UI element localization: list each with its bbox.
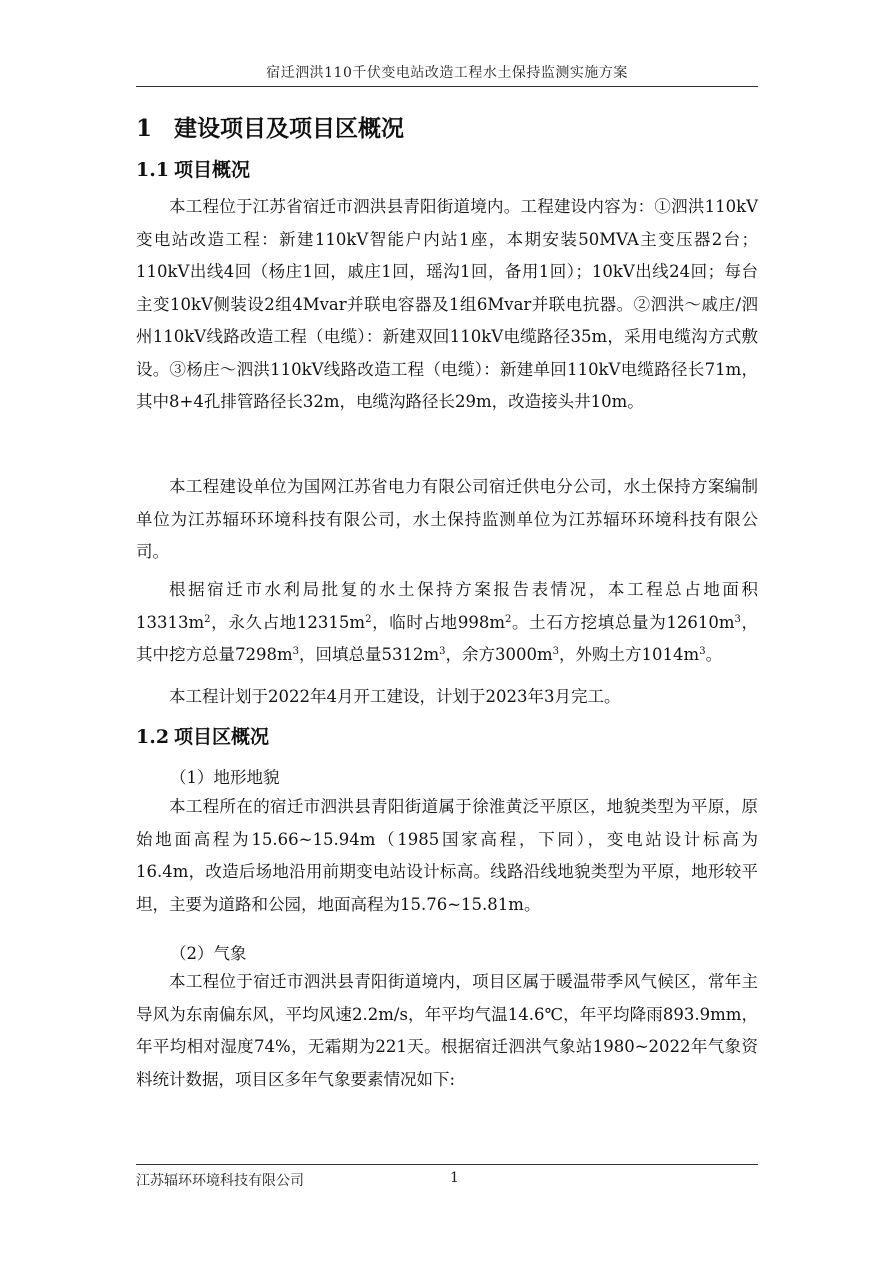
section-1-title: 建设项目及项目区概况 [174,115,404,142]
footer-company: 江苏辐环环境科技有限公司 [136,1173,304,1189]
section-1-1-title: 项目概况 [174,159,251,181]
page-number: 1 [450,1170,459,1186]
section-1-2-title: 项目区概况 [174,726,270,748]
section-1-1-heading [136,155,250,182]
page-header-title: 宿迁泗洪110千伏变电站改造工程水土保持监测实施方案 [266,65,628,81]
climate-subheading: （2）气象 [170,944,247,963]
project-overview-paragraph: 本工程位于江苏省宿迁市泗洪县青阳街道境内。工程建设内容为：①泗洪110kV变电站改造工程：新建110kV智能户内站1座，本期安装50MVA主变压器2台；110kV出线4回（杨庄1回，戚庄1回，瑶沟1回，备用1回）；10kV出线24回；每台主变10kV侧装设2组4Mvar并联电容器及1组6Mvar并联电抗器。②泗洪～戚庄/泗州110kV线路改造工程（电缆）：新建双回110kV电缆路径35m，采用电缆沟方式敷设。③杨庄～泗洪110kV线路改造工程（电缆）：新建单回110kV电缆路径长71m，其中8+4孔排管路径长32m，电缆沟路径长29m，改造接头井10m。 [136,197,758,411]
section-1-number: 1 [136,115,153,142]
section-1-2-number: 1.2 [136,726,170,748]
terrain-paragraph: 本工程所在的宿迁市泗洪县青阳街道属于徐淮黄泛平原区，地貌类型为平原，原始地面高程为15.66~15.94m（1985国家高程，下同），变电站设计标高为16.4m，改造后场地沿用前期变电站设计标高。线路沿线地貌类型为平原，地形较平坦，主要为道路和公园，地面高程为15.76~15.81m。 [136,797,758,914]
land-earthwork-paragraph: 根据宿迁市水利局批复的水土保持方案报告表情况，本工程总占地面积$13313m^2$，永久占地$12315m^2$，临时占地$998m^2$。土石方挖填总量为$12610m^3$，其中挖方总量$7298m^3$，回填总量$5312m^3$，余方$3000m^3$，外购土方$1014m^3$。 [136,580,759,664]
section-1-heading [136,110,404,143]
schedule-paragraph: 本工程计划于2022年4月开工建设，计划于2023年3月完工。 [169,687,621,706]
project-units-paragraph: 本工程建设单位为国网江苏省电力有限公司宿迁供电分公司，水土保持方案编制单位为江苏辐环环境科技有限公司，水土保持监测单位为江苏辐环环境科技有限公司。 [136,477,758,561]
section-1-2-heading [136,722,269,749]
terrain-subheading: （1）地形地貌 [170,768,280,787]
section-1-1-number: 1.1 [136,159,170,181]
footer-divider [136,1164,758,1165]
climate-paragraph: 本工程位于宿迁市泗洪县青阳街道境内，项目区属于暖温带季风气候区，常年主导风为东南偏东风，平均风速2.2m/s，年平均气温14.6℃，年平均降雨893.9mm，年平均相对湿度74%，无霜期为221天。根据宿迁泗洪气象站1980~2022年气象资料统计数据，项目区多年气象要素情况如下: [136,972,758,1089]
header-divider [136,86,758,87]
